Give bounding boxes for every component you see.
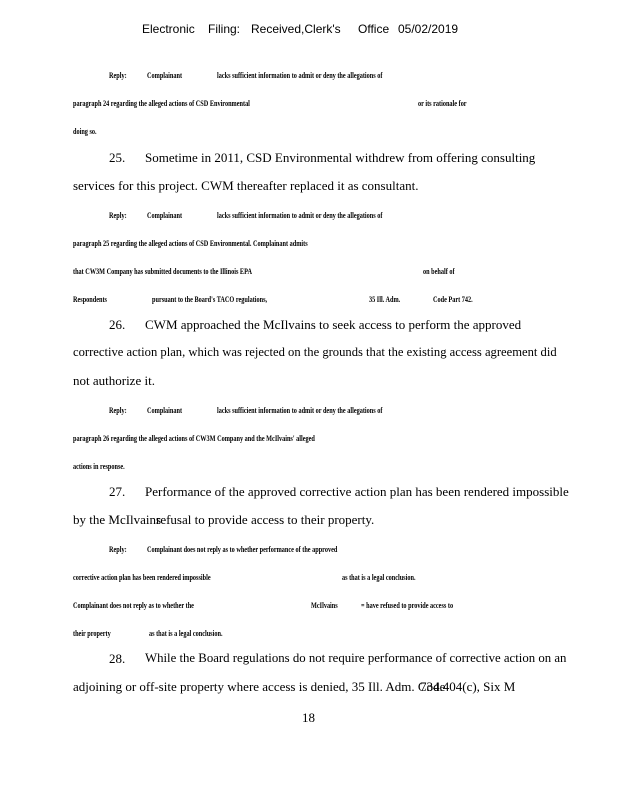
paragraph-text: adjoining or off-site property where access is denied, 35 Ill. Adm. Code <box>73 679 446 694</box>
header-electronic: Electronic <box>142 22 195 36</box>
page-number: 18 <box>302 710 315 725</box>
reply-text: as that is a legal conclusion. <box>342 573 416 582</box>
reply-text: doing so. <box>73 127 97 136</box>
paragraph-text: Performance of the approved corrective action plan has been rendered impossible <box>145 484 569 499</box>
paragraph-number: 25. <box>109 150 126 165</box>
header-office: Office <box>358 22 390 36</box>
reply-text: = have refused to provide access to <box>361 601 454 610</box>
reply-text: corrective action plan has been rendered impossible <box>73 573 211 582</box>
reply-text: that CW3M Company has submitted documents to the Illinois EPA <box>73 267 252 276</box>
reply-text: Code Part 742. <box>433 295 473 304</box>
reply-text: pursuant to the Board's TACO regulations, <box>152 295 268 304</box>
reply-label: Reply: <box>109 406 127 415</box>
reply-text: lacks sufficient information to admit or deny the allegations of <box>217 211 383 220</box>
paragraph-text: refusal to provide access to their property. <box>156 512 375 527</box>
reply-text: Complainant <box>147 211 183 220</box>
paragraph-text: 734.404(c), Six M <box>420 679 516 694</box>
reply-text: actions in response. <box>73 462 125 471</box>
reply-text: or its rationale for <box>418 99 467 108</box>
reply-label: Reply: <box>109 211 127 220</box>
reply-text: paragraph 25 regarding the alleged actions of CSD Environmental. Complainant admits <box>73 239 308 248</box>
paragraph-text: by the McIlvains <box>73 512 162 527</box>
reply-text: paragraph 24 regarding the alleged actions of CSD Environmental <box>73 99 250 108</box>
reply-text: Complainant does not reply as to whether performance of the approved <box>147 545 338 554</box>
reply-text: Complainant <box>147 406 183 415</box>
reply-text: on behalf of <box>423 267 455 276</box>
reply-text: lacks sufficient information to admit or deny the allegations of <box>217 71 383 80</box>
reply-text: lacks sufficient information to admit or deny the allegations of <box>217 406 383 415</box>
reply-text: their property <box>73 629 111 638</box>
paragraph-number: 27. <box>109 484 126 499</box>
reply-text: Complainant does not reply as to whether the <box>73 601 194 610</box>
reply-label: Reply: <box>109 71 127 80</box>
paragraph-text: corrective action plan, which was rejected on the grounds that the existing access agreement did <box>73 345 557 359</box>
header-date: 05/02/2019 <box>398 22 459 36</box>
paragraph-text: not authorize it. <box>73 373 155 388</box>
paragraph-text: services for this project. CWM thereafter replaced it as consultant. <box>73 178 419 193</box>
reply-text: 35 Ill. Adm. <box>369 295 401 304</box>
header-received-clerks: Received,Clerk's <box>251 22 341 36</box>
paragraph-text: While the Board regulations do not require performance of corrective action on an <box>145 651 567 665</box>
reply-text: as that is a legal conclusion. <box>149 629 223 638</box>
paragraph-text: CWM approached the McIlvains to seek access to perform the approved <box>145 317 522 332</box>
header-filing: Filing: <box>208 22 241 36</box>
reply-text: paragraph 26 regarding the alleged actions of CW3M Company and the McIlvains' alleged <box>73 434 315 443</box>
reply-text: Respondents <box>73 295 107 304</box>
paragraph-text: Sometime in 2011, CSD Environmental withdrew from offering consulting <box>145 150 536 165</box>
paragraph-number: 28. <box>109 651 126 666</box>
reply-text: McIlvains <box>311 601 338 610</box>
paragraph-number: 26. <box>109 317 126 332</box>
reply-text: Complainant <box>147 71 183 80</box>
reply-label: Reply: <box>109 545 127 554</box>
